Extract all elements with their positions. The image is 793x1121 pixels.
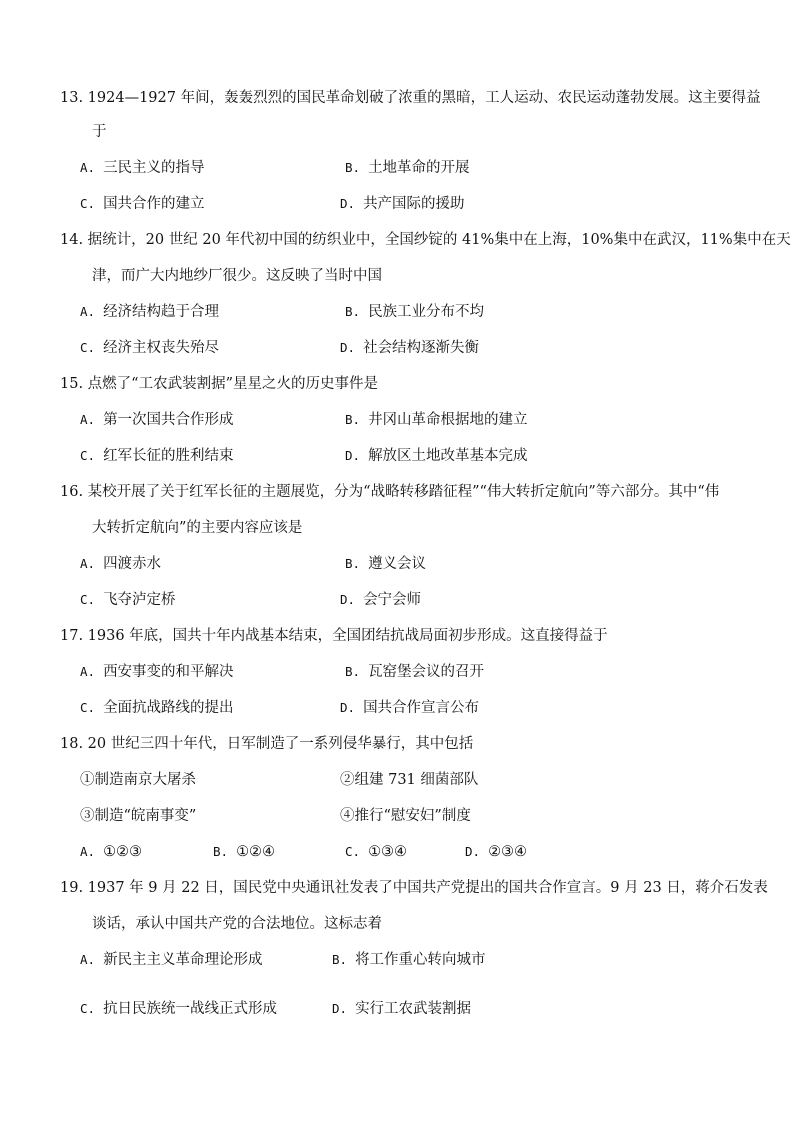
q15-stem: 15. 点燃了“工农武装割据”星星之火的历史事件是 bbox=[60, 376, 378, 392]
q13-option-a: A. 三民主义的指导 bbox=[80, 160, 205, 176]
q15-option-d: D. 解放区土地改革基本完成 bbox=[345, 448, 528, 464]
q15-option-b: B. 井冈山革命根据地的建立 bbox=[345, 412, 528, 428]
q19-stem: 19. 1937 年 9 月 22 日，国民党中央通讯社发表了中国共产党提出的国共合作宣言。9 月 23 日，蒋介石发表 bbox=[60, 880, 768, 896]
q19-stem-cont: 谈话，承认中国共产党的合法地位。这标志着 bbox=[92, 916, 382, 932]
q19-option-a: A. 新民主主义革命理论形成 bbox=[80, 952, 263, 968]
q18-stem: 18. 20 世纪三四十年代，日军制造了一系列侵华暴行，其中包括 bbox=[60, 736, 474, 752]
q13-option-d: D. 共产国际的援助 bbox=[340, 196, 465, 212]
q14-option-b: B. 民族工业分布不均 bbox=[345, 304, 485, 320]
q15-option-c: C. 红军长征的胜利结束 bbox=[80, 448, 234, 464]
q18-item-4: ④推行“慰安妇”制度 bbox=[340, 808, 471, 824]
q18-item-2: ②组建 731 细菌部队 bbox=[340, 772, 479, 788]
q13-stem-cont: 于 bbox=[92, 124, 107, 140]
q19-option-b: B. 将工作重心转向城市 bbox=[332, 952, 486, 968]
q13-stem: 13. 1924—1927 年间，轰轰烈烈的国民革命划破了浓重的黑暗，工人运动、农民运动蓬勃发展。这主要得益 bbox=[60, 90, 761, 106]
q17-option-d: D. 国共合作宣言公布 bbox=[340, 700, 480, 716]
q18-item-1: ①制造南京大屠杀 bbox=[80, 772, 196, 788]
q19-option-c: C. 抗日民族统一战线正式形成 bbox=[80, 1001, 278, 1017]
q14-option-c: C. 经济主权丧失殆尽 bbox=[80, 340, 220, 356]
q18-option-c: C. ①③④ bbox=[345, 844, 408, 860]
q13-option-c: C. 国共合作的建立 bbox=[80, 196, 205, 212]
q13-option-b: B. 土地革命的开展 bbox=[345, 160, 470, 176]
q18-item-3: ③制造“皖南事变” bbox=[80, 808, 197, 824]
q16-option-d: D. 会宁会师 bbox=[340, 592, 422, 608]
q14-stem-cont: 津，而广大内地纱厂很少。这反映了当时中国 bbox=[92, 268, 382, 284]
q17-option-b: B. 瓦窑堡会议的召开 bbox=[345, 664, 485, 680]
q18-option-a: A. ①②③ bbox=[80, 844, 143, 860]
q16-stem-cont: 大转折定航向”的主要内容应该是 bbox=[92, 520, 303, 536]
q18-option-d: D. ②③④ bbox=[465, 844, 528, 860]
q19-option-d: D. 实行工农武装割据 bbox=[332, 1001, 472, 1017]
q16-option-a: A. 四渡赤水 bbox=[80, 556, 162, 572]
q16-option-c: C. 飞夺泸定桥 bbox=[80, 592, 176, 608]
q17-option-a: A. 西安事变的和平解决 bbox=[80, 664, 234, 680]
q14-option-a: A. 经济结构趋于合理 bbox=[80, 304, 220, 320]
q14-stem: 14. 据统计，20 世纪 20 年代初中国的纺织业中，全国纱锭的 41%集中在上海，10%集中在武汉，11%集中在天 bbox=[60, 232, 791, 248]
q15-option-a: A. 第一次国共合作形成 bbox=[80, 412, 234, 428]
q16-stem: 16. 某校开展了关于红军长征的主题展览，分为“战略转移踏征程”“伟大转折定航向”等六部分。其中“伟 bbox=[60, 484, 720, 500]
q17-stem: 17. 1936 年底，国共十年内战基本结束，全国团结抗战局面初步形成。这直接得益于 bbox=[60, 628, 608, 644]
q14-option-d: D. 社会结构逐渐失衡 bbox=[340, 340, 480, 356]
q16-option-b: B. 遵义会议 bbox=[345, 556, 427, 572]
q18-option-b: B. ①②④ bbox=[213, 844, 276, 860]
q17-option-c: C. 全面抗战路线的提出 bbox=[80, 700, 234, 716]
